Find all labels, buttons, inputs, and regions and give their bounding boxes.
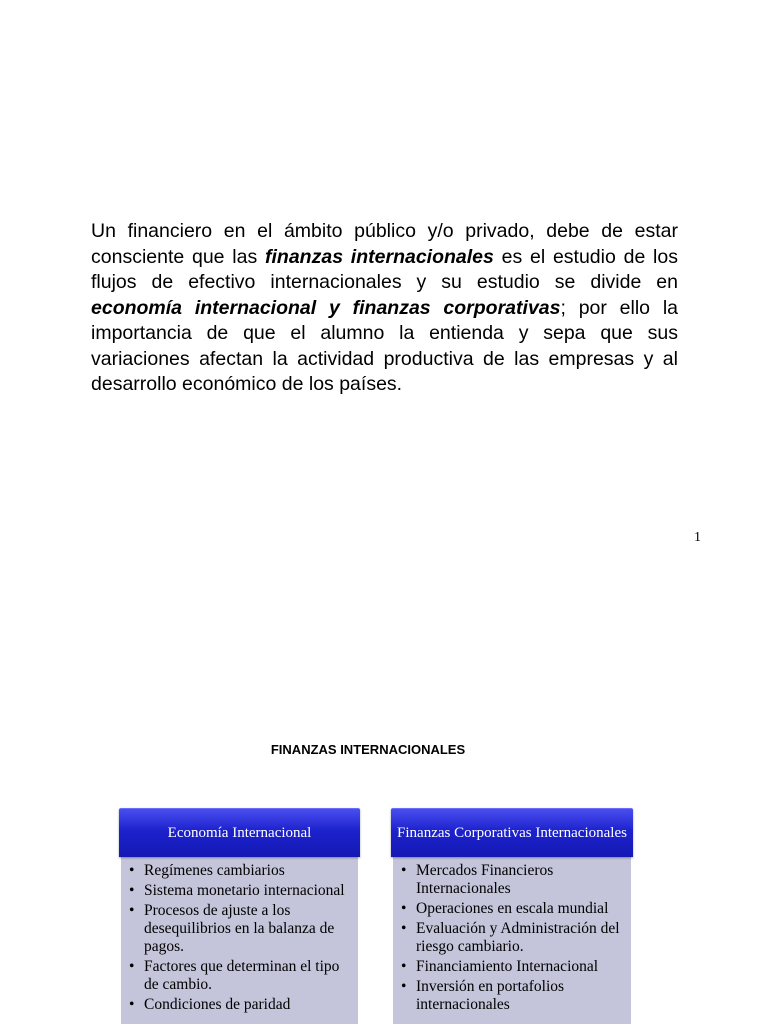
list-item: • Condiciones de paridad xyxy=(129,996,291,1013)
list-item: • Operaciones en escala mundial xyxy=(401,900,609,917)
bullet-icon: • xyxy=(401,978,407,995)
list-item: • Financiamiento Internacional xyxy=(401,958,599,975)
box-header: Economía Internacional xyxy=(119,808,360,857)
bullet-icon: • xyxy=(129,958,135,975)
bullet-icon: • xyxy=(129,902,135,919)
list-item: • Inversión en portafolios internacionales xyxy=(401,978,565,1013)
list-item: • Procesos de ajuste a los desequilibrios en la balanza de pagos. xyxy=(129,902,335,955)
section-title: FINANZAS INTERNACIONALES xyxy=(270,742,466,757)
bullet-icon: • xyxy=(129,996,135,1013)
intro-text-3: ; por ello la importancia de que el alumno la entienda y sepa que sus variaciones afectan la actividad productiva de las empresas y al desarrollo económico de los países. xyxy=(91,296,679,395)
bullet-icon: • xyxy=(129,882,135,899)
box-finanzas-corporativas xyxy=(391,808,633,1024)
intro-text-1: Un financiero en el ámbito público y/o privado, debe de estar consciente que las xyxy=(91,220,678,268)
box-body xyxy=(393,857,631,1024)
list-item: • Regímenes cambiarios xyxy=(129,862,285,879)
bullet-list xyxy=(129,862,350,1014)
box-header: Finanzas Corporativas Internacionales xyxy=(391,808,633,857)
page-number: 1 xyxy=(694,530,701,545)
box-economia-internacional xyxy=(119,808,360,1024)
list-item: • Mercados Financieros Internacionales xyxy=(401,862,554,897)
intro-paragraph xyxy=(91,219,678,398)
bullet-icon: • xyxy=(401,862,407,879)
list-item: • Factores que determinan el tipo de cambio. xyxy=(129,958,340,993)
bullet-icon: • xyxy=(401,920,407,937)
bullet-icon: • xyxy=(401,900,407,917)
intro-text-2: es el estudio de los flujos de efectivo internacionales y su estudio se divide en xyxy=(91,245,678,293)
bullet-list xyxy=(401,862,623,1014)
list-item: • Sistema monetario internacional xyxy=(129,882,345,899)
bullet-icon: • xyxy=(129,862,135,879)
intro-emphasis-economia: economía internacional y finanzas corporativas xyxy=(91,296,561,319)
list-item: • Evaluación y Administración del riesgo cambiario. xyxy=(401,920,620,955)
bullet-icon: • xyxy=(401,958,407,975)
intro-emphasis-finanzas: finanzas internacionales xyxy=(265,245,494,268)
box-body xyxy=(121,857,358,1024)
